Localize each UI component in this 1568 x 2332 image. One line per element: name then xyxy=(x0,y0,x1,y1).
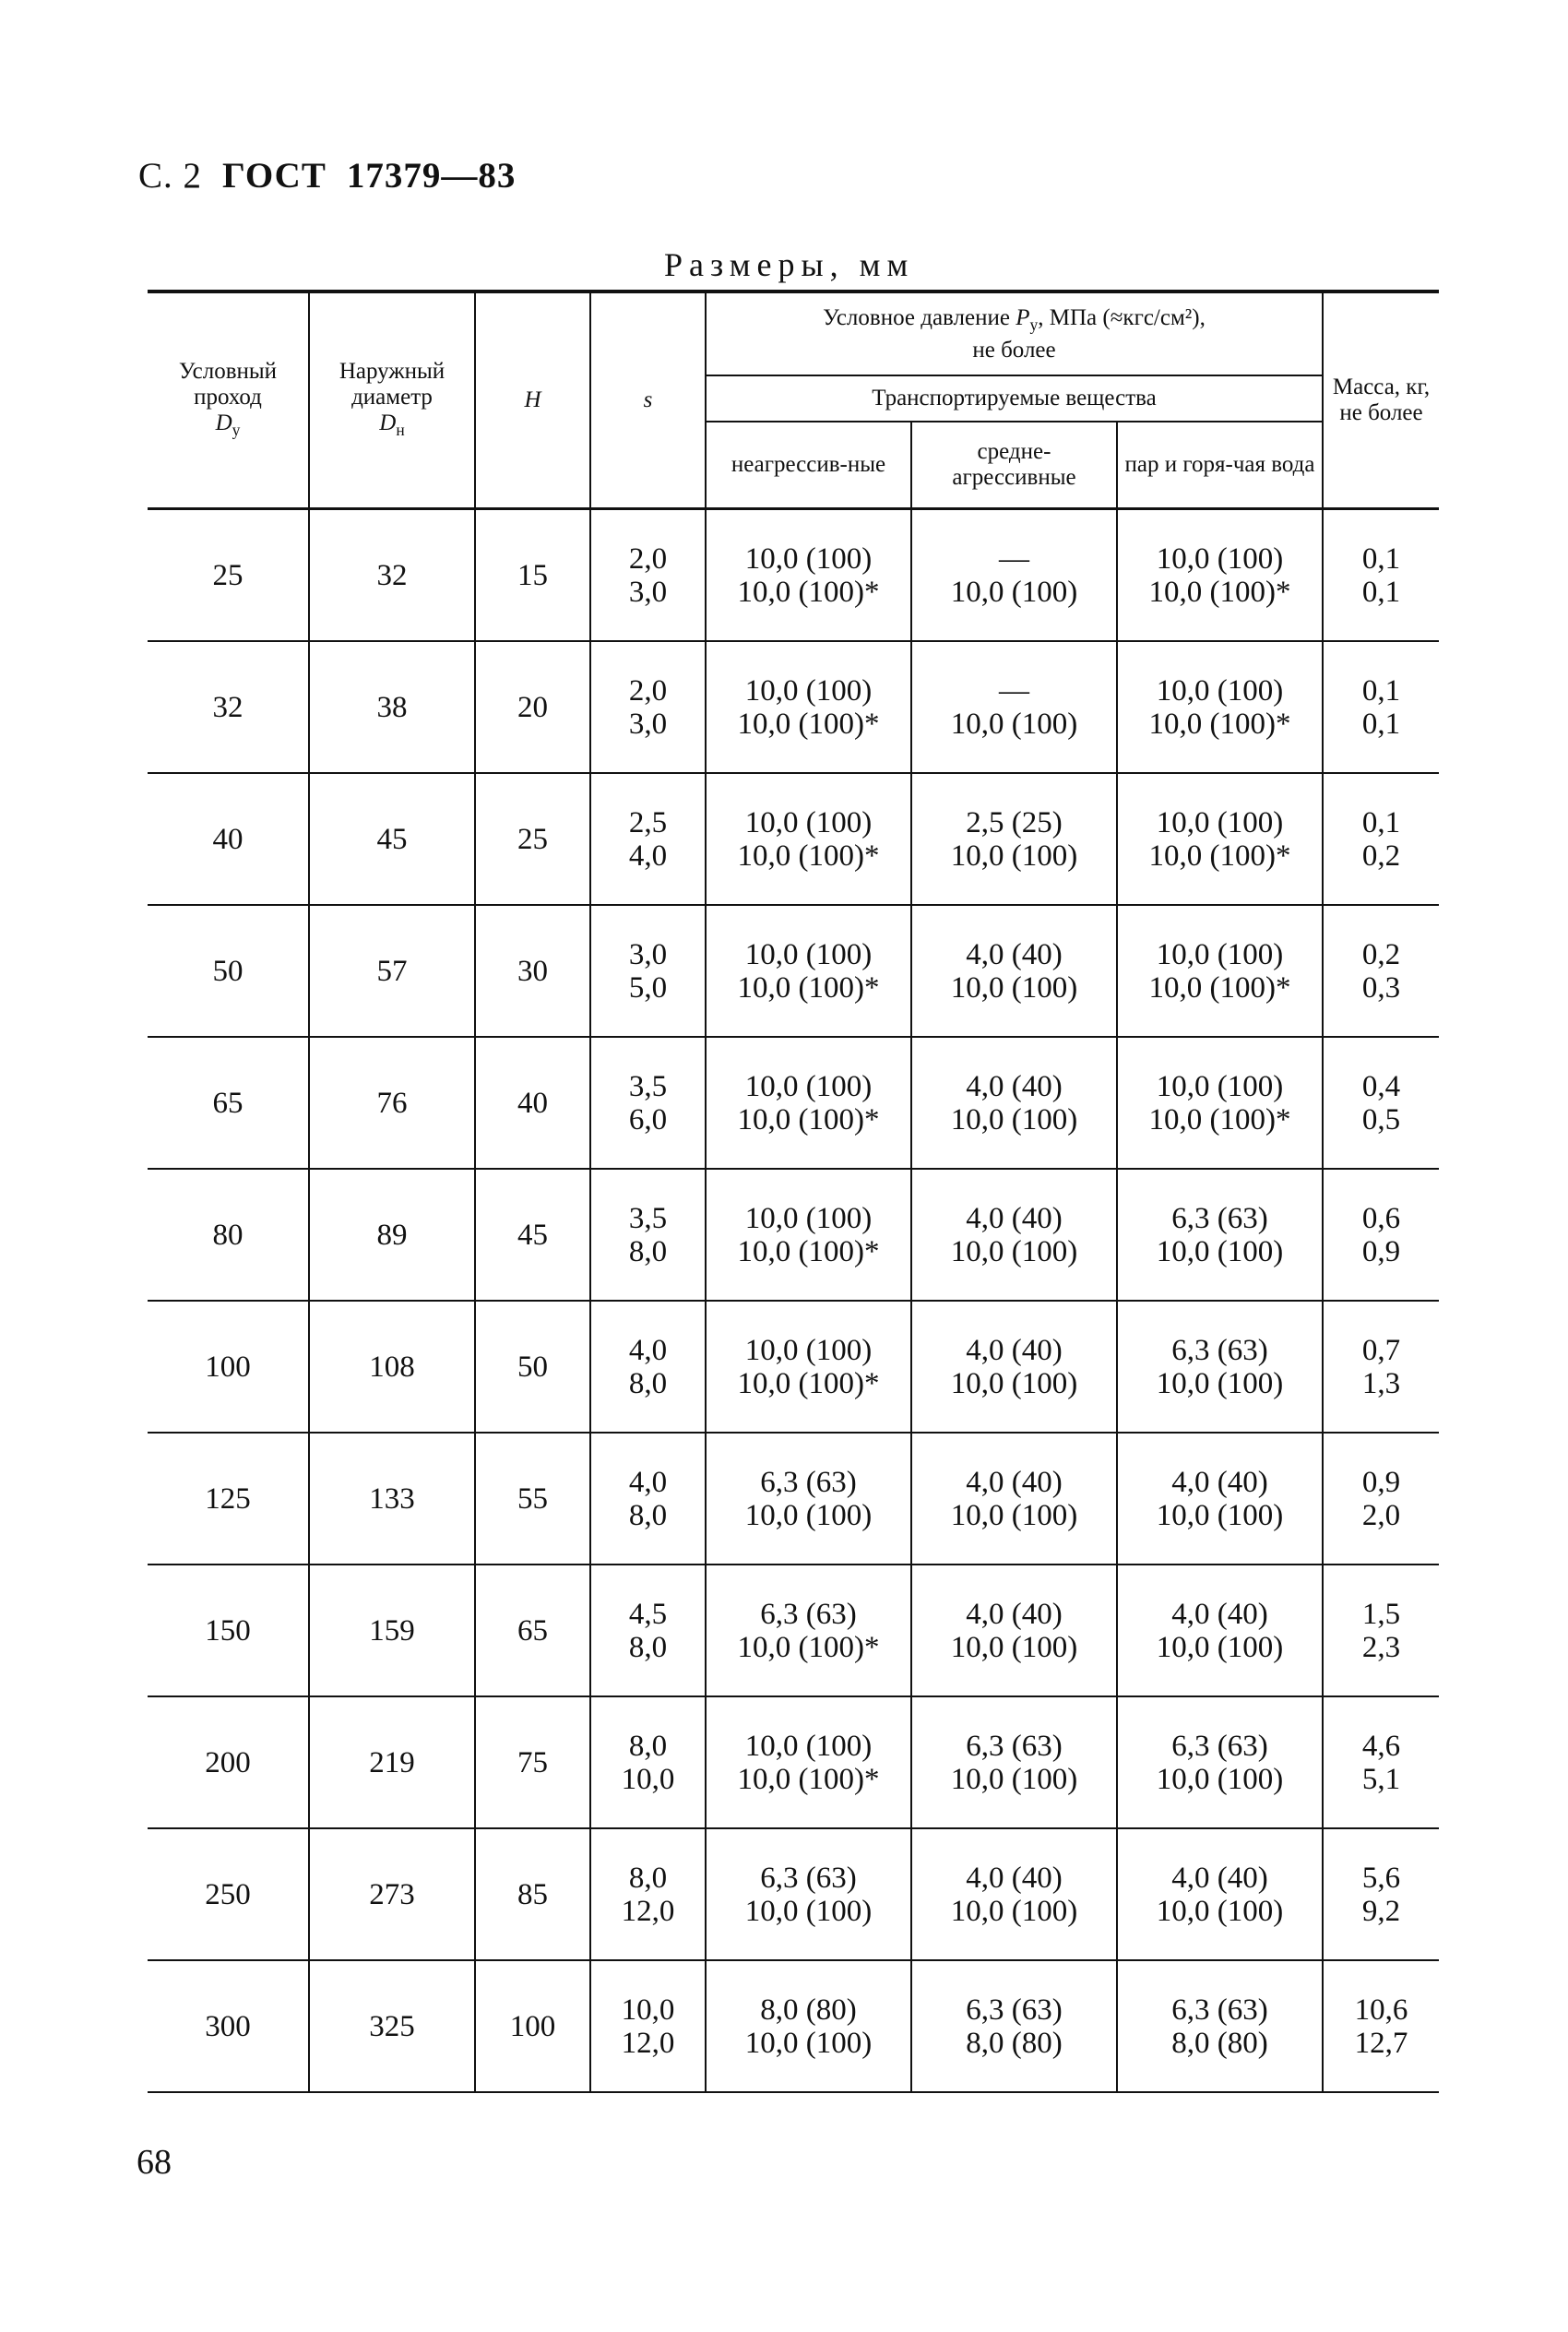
cell-wall-thickness-value: 10,0 xyxy=(621,1993,675,2027)
cell-non-aggressive xyxy=(706,1696,911,1828)
cell-steam-hot-water-value: 4,0 (40) xyxy=(1171,1597,1268,1631)
cell-steam-hot-water-value: 10,0 (100)* xyxy=(1148,1102,1291,1136)
cell-medium-aggressive xyxy=(911,1960,1117,2092)
cell-nominal-bore: 50 xyxy=(148,905,309,1037)
cell-steam-hot-water xyxy=(1117,1565,1323,1696)
cell-steam-hot-water-value: 10,0 (100)* xyxy=(1148,970,1291,1005)
cell-height: 85 xyxy=(475,1828,590,1960)
cell-steam-hot-water-value: 10,0 (100) xyxy=(1156,1630,1284,1664)
cell-mass-value: 0,6 xyxy=(1361,1201,1401,1235)
cell-wall-thickness-value: 12,0 xyxy=(621,1894,675,1928)
cell-steam-hot-water-value: 10,0 (100)* xyxy=(1148,575,1291,609)
dimensions-table xyxy=(148,290,1439,2093)
cell-wall-thickness xyxy=(590,1565,706,1696)
cell-height: 40 xyxy=(475,1037,590,1169)
cell-medium-aggressive xyxy=(911,1037,1117,1169)
cell-wall-thickness-value: 4,0 xyxy=(628,839,668,873)
cell-mass-value: 0,2 xyxy=(1361,839,1401,873)
cell-steam-hot-water-value: 8,0 (80) xyxy=(1171,2026,1268,2060)
cell-medium-aggressive-value: 10,0 (100) xyxy=(950,575,1078,609)
cell-non-aggressive xyxy=(706,1960,911,2092)
cell-non-aggressive-value: 10,0 (100) xyxy=(744,805,873,839)
cell-medium-aggressive-value: 10,0 (100) xyxy=(950,970,1078,1005)
cell-outer-diameter: 325 xyxy=(309,1960,475,2092)
cell-steam-hot-water xyxy=(1117,1696,1323,1828)
cell-wall-thickness xyxy=(590,1037,706,1169)
cell-wall-thickness-value: 8,0 xyxy=(628,1861,668,1895)
cell-non-aggressive-value: 10,0 (100) xyxy=(744,937,873,971)
cell-outer-diameter: 45 xyxy=(309,773,475,905)
cell-height: 25 xyxy=(475,773,590,905)
cell-mass-value: 5,6 xyxy=(1361,1861,1401,1895)
table-row xyxy=(148,1828,1439,1960)
cell-medium-aggressive xyxy=(911,1565,1117,1696)
header-height: H xyxy=(475,292,590,509)
cell-wall-thickness xyxy=(590,773,706,905)
cell-steam-hot-water-value: 4,0 (40) xyxy=(1171,1861,1268,1895)
cell-mass-value: 0,3 xyxy=(1361,970,1401,1005)
cell-non-aggressive xyxy=(706,509,911,642)
cell-non-aggressive-value: 10,0 (100) xyxy=(744,1498,873,1532)
cell-steam-hot-water-value: 10,0 (100) xyxy=(1156,1366,1284,1400)
cell-wall-thickness xyxy=(590,1301,706,1433)
cell-mass xyxy=(1323,509,1439,642)
cell-medium-aggressive-value: 10,0 (100) xyxy=(950,1234,1078,1268)
cell-height: 65 xyxy=(475,1565,590,1696)
cell-non-aggressive-value: 10,0 (100)* xyxy=(737,1234,880,1268)
cell-non-aggressive xyxy=(706,1565,911,1696)
cell-mass-value: 2,3 xyxy=(1361,1630,1401,1664)
header-steam-hot-water: пар и горя-чая вода xyxy=(1117,422,1323,509)
cell-outer-diameter: 273 xyxy=(309,1828,475,1960)
cell-outer-diameter: 32 xyxy=(309,509,475,642)
cell-mass-value: 0,4 xyxy=(1361,1069,1401,1103)
cell-mass-value: 12,7 xyxy=(1354,2026,1408,2060)
cell-mass xyxy=(1323,1433,1439,1565)
cell-steam-hot-water-value: 10,0 (100) xyxy=(1156,1894,1284,1928)
table-row xyxy=(148,773,1439,905)
cell-steam-hot-water-value: 10,0 (100) xyxy=(1156,1498,1284,1532)
cell-wall-thickness xyxy=(590,641,706,773)
cell-outer-diameter: 38 xyxy=(309,641,475,773)
table-row xyxy=(148,641,1439,773)
cell-mass xyxy=(1323,1565,1439,1696)
cell-medium-aggressive-value: 10,0 (100) xyxy=(950,1762,1078,1796)
cell-nominal-bore: 100 xyxy=(148,1301,309,1433)
header-mass: Масса, кг, не более xyxy=(1323,292,1439,509)
cell-wall-thickness-value: 8,0 xyxy=(628,1366,668,1400)
cell-medium-aggressive-value: 10,0 (100) xyxy=(950,1630,1078,1664)
cell-non-aggressive xyxy=(706,1828,911,1960)
cell-height: 20 xyxy=(475,641,590,773)
cell-mass-value: 5,1 xyxy=(1361,1762,1401,1796)
cell-steam-hot-water xyxy=(1117,1960,1323,2092)
cell-medium-aggressive xyxy=(911,641,1117,773)
cell-steam-hot-water-value: 10,0 (100) xyxy=(1156,673,1284,708)
cell-medium-aggressive xyxy=(911,1696,1117,1828)
cell-mass-value: 1,3 xyxy=(1361,1366,1401,1400)
cell-mass-value: 4,6 xyxy=(1361,1729,1401,1763)
cell-wall-thickness-value: 2,0 xyxy=(628,673,668,708)
cell-steam-hot-water-value: 10,0 (100)* xyxy=(1148,839,1291,873)
cell-mass-value: 0,1 xyxy=(1361,541,1401,576)
header-outer-diameter: Наружный диаметр $D_н$ xyxy=(309,292,475,509)
cell-height: 75 xyxy=(475,1696,590,1828)
cell-steam-hot-water-value: 10,0 (100) xyxy=(1156,1234,1284,1268)
cell-medium-aggressive-value: 4,0 (40) xyxy=(966,1465,1063,1499)
header-nominal-bore: Условный проход $D_у$ xyxy=(148,292,309,509)
cell-non-aggressive-value: 10,0 (100)* xyxy=(737,707,880,741)
cell-wall-thickness-value: 12,0 xyxy=(621,2026,675,2060)
cell-non-aggressive xyxy=(706,1037,911,1169)
standard-number: 17379—83 xyxy=(346,156,517,196)
cell-medium-aggressive xyxy=(911,1828,1117,1960)
table-body xyxy=(148,509,1439,2093)
table-row xyxy=(148,1169,1439,1301)
cell-medium-aggressive-value: 4,0 (40) xyxy=(966,1069,1063,1103)
cell-wall-thickness-value: 3,5 xyxy=(628,1069,668,1103)
cell-nominal-bore: 32 xyxy=(148,641,309,773)
cell-steam-hot-water xyxy=(1117,1433,1323,1565)
cell-wall-thickness xyxy=(590,509,706,642)
cell-height: 15 xyxy=(475,509,590,642)
cell-nominal-bore: 40 xyxy=(148,773,309,905)
cell-steam-hot-water-value: 4,0 (40) xyxy=(1171,1465,1268,1499)
cell-wall-thickness-value: 4,5 xyxy=(628,1597,668,1631)
header-medium-aggressive: средне-агрессивные xyxy=(911,422,1117,509)
standard-label: ГОСТ xyxy=(222,156,327,196)
cell-steam-hot-water-value: 10,0 (100) xyxy=(1156,541,1284,576)
cell-wall-thickness-value: 8,0 xyxy=(628,1234,668,1268)
cell-non-aggressive-value: 10,0 (100) xyxy=(744,1069,873,1103)
cell-nominal-bore: 200 xyxy=(148,1696,309,1828)
cell-medium-aggressive xyxy=(911,1169,1117,1301)
cell-wall-thickness-value: 3,0 xyxy=(628,937,668,971)
cell-non-aggressive-value: 10,0 (100) xyxy=(744,1729,873,1763)
cell-wall-thickness-value: 6,0 xyxy=(628,1102,668,1136)
cell-wall-thickness xyxy=(590,905,706,1037)
header-wall-thickness: s xyxy=(590,292,706,509)
cell-nominal-bore: 125 xyxy=(148,1433,309,1565)
cell-mass-value: 0,7 xyxy=(1361,1333,1401,1367)
cell-height: 100 xyxy=(475,1960,590,2092)
cell-wall-thickness-value: 2,0 xyxy=(628,541,668,576)
table-row xyxy=(148,905,1439,1037)
cell-medium-aggressive-value: 4,0 (40) xyxy=(966,1333,1063,1367)
cell-medium-aggressive-value: 10,0 (100) xyxy=(950,707,1078,741)
cell-medium-aggressive xyxy=(911,509,1117,642)
cell-medium-aggressive-value: 10,0 (100) xyxy=(950,1102,1078,1136)
table-caption: Размеры, мм xyxy=(664,246,915,283)
cell-nominal-bore: 25 xyxy=(148,509,309,642)
page-number: 68 xyxy=(137,2143,172,2182)
cell-mass-value: 1,5 xyxy=(1361,1597,1401,1631)
cell-non-aggressive xyxy=(706,1301,911,1433)
cell-non-aggressive-value: 10,0 (100)* xyxy=(737,1102,880,1136)
table-row xyxy=(148,1960,1439,2092)
cell-non-aggressive-value: 10,0 (100)* xyxy=(737,1366,880,1400)
cell-medium-aggressive-value: 4,0 (40) xyxy=(966,1597,1063,1631)
cell-medium-aggressive xyxy=(911,773,1117,905)
cell-nominal-bore: 80 xyxy=(148,1169,309,1301)
cell-mass xyxy=(1323,1696,1439,1828)
cell-wall-thickness-value: 8,0 xyxy=(628,1498,668,1532)
cell-wall-thickness-value: 8,0 xyxy=(628,1630,668,1664)
cell-non-aggressive-value: 10,0 (100) xyxy=(744,1201,873,1235)
page-prefix: С. 2 xyxy=(138,156,203,196)
cell-non-aggressive-value: 10,0 (100)* xyxy=(737,1762,880,1796)
cell-medium-aggressive xyxy=(911,1301,1117,1433)
cell-wall-thickness-value: 8,0 xyxy=(628,1729,668,1763)
cell-nominal-bore: 150 xyxy=(148,1565,309,1696)
cell-steam-hot-water xyxy=(1117,1828,1323,1960)
cell-steam-hot-water-value: 6,3 (63) xyxy=(1171,1993,1268,2027)
cell-steam-hot-water xyxy=(1117,641,1323,773)
table-row xyxy=(148,1565,1439,1696)
header-transported-substances: Транспортируемые вещества xyxy=(706,375,1323,422)
table-row xyxy=(148,509,1439,642)
cell-mass-value: 10,6 xyxy=(1354,1993,1408,2027)
header-nominal-pressure: Условное давление $P_у$, МПа (≈кгс/см²), не более xyxy=(706,292,1323,375)
cell-height: 30 xyxy=(475,905,590,1037)
cell-steam-hot-water xyxy=(1117,509,1323,642)
cell-non-aggressive-value: 10,0 (100)* xyxy=(737,575,880,609)
cell-steam-hot-water xyxy=(1117,1037,1323,1169)
cell-outer-diameter: 219 xyxy=(309,1696,475,1828)
cell-steam-hot-water-value: 6,3 (63) xyxy=(1171,1201,1268,1235)
cell-non-aggressive xyxy=(706,905,911,1037)
cell-mass xyxy=(1323,1301,1439,1433)
cell-non-aggressive xyxy=(706,641,911,773)
cell-wall-thickness xyxy=(590,1828,706,1960)
cell-steam-hot-water-value: 10,0 (100) xyxy=(1156,1069,1284,1103)
cell-medium-aggressive-value: 10,0 (100) xyxy=(950,1366,1078,1400)
cell-mass-value: 0,1 xyxy=(1361,805,1401,839)
cell-nominal-bore: 65 xyxy=(148,1037,309,1169)
cell-non-aggressive xyxy=(706,1433,911,1565)
cell-nominal-bore: 300 xyxy=(205,2009,251,2043)
cell-mass-value: 0,2 xyxy=(1361,937,1401,971)
cell-mass-value: 0,5 xyxy=(1361,1102,1401,1136)
cell-wall-thickness xyxy=(590,1433,706,1565)
cell-mass xyxy=(1323,1828,1439,1960)
cell-non-aggressive-value: 6,3 (63) xyxy=(760,1597,857,1631)
cell-medium-aggressive xyxy=(911,905,1117,1037)
cell-non-aggressive-value: 10,0 (100) xyxy=(744,1333,873,1367)
cell-wall-thickness-value: 3,5 xyxy=(628,1201,668,1235)
cell-steam-hot-water-value: 10,0 (100) xyxy=(1156,1762,1284,1796)
cell-non-aggressive-value: 10,0 (100)* xyxy=(737,1630,880,1664)
cell-outer-diameter: 133 xyxy=(309,1433,475,1565)
cell-wall-thickness xyxy=(590,1960,706,2092)
cell-outer-diameter: 57 xyxy=(309,905,475,1037)
cell-non-aggressive-value: 10,0 (100) xyxy=(744,541,873,576)
cell-medium-aggressive-value: 10,0 (100) xyxy=(950,1894,1078,1928)
cell-non-aggressive-value: 10,0 (100)* xyxy=(737,839,880,873)
cell-steam-hot-water-value: 10,0 (100) xyxy=(1156,937,1284,971)
cell-steam-hot-water-value: 10,0 (100)* xyxy=(1148,707,1291,741)
cell-mass xyxy=(1323,641,1439,773)
cell-outer-diameter: 159 xyxy=(309,1565,475,1696)
cell-wall-thickness-value: 3,0 xyxy=(628,707,668,741)
table-row xyxy=(148,1301,1439,1433)
cell-wall-thickness xyxy=(590,1169,706,1301)
cell-wall-thickness-value: 10,0 xyxy=(621,1762,675,1796)
cell-mass-value: 0,9 xyxy=(1361,1234,1401,1268)
cell-medium-aggressive-value: 8,0 (80) xyxy=(966,2026,1063,2060)
cell-wall-thickness-value: 4,0 xyxy=(628,1333,668,1367)
cell-mass xyxy=(1323,773,1439,905)
cell-mass xyxy=(1323,1169,1439,1301)
cell-non-aggressive-value: 10,0 (100)* xyxy=(737,970,880,1005)
cell-mass-value: 0,9 xyxy=(1361,1465,1401,1499)
cell-mass-value: 0,1 xyxy=(1361,707,1401,741)
cell-non-aggressive-value: 8,0 (80) xyxy=(760,1993,857,2027)
cell-medium-aggressive-value: — xyxy=(999,673,1029,708)
cell-medium-aggressive-value: 4,0 (40) xyxy=(966,1201,1063,1235)
cell-steam-hot-water xyxy=(1117,1169,1323,1301)
cell-mass-value: 2,0 xyxy=(1361,1498,1401,1532)
cell-outer-diameter: 76 xyxy=(309,1037,475,1169)
cell-non-aggressive-value: 6,3 (63) xyxy=(760,1465,857,1499)
cell-medium-aggressive-value: 10,0 (100) xyxy=(950,839,1078,873)
cell-mass-value: 9,2 xyxy=(1361,1894,1401,1928)
cell-non-aggressive xyxy=(706,1169,911,1301)
cell-wall-thickness-value: 4,0 xyxy=(628,1465,668,1499)
cell-steam-hot-water xyxy=(1117,773,1323,905)
cell-non-aggressive xyxy=(706,773,911,905)
cell-medium-aggressive-value: 4,0 (40) xyxy=(966,937,1063,971)
cell-medium-aggressive-value: 6,3 (63) xyxy=(966,1993,1063,2027)
cell-height: 50 xyxy=(475,1301,590,1433)
cell-outer-diameter: 89 xyxy=(309,1169,475,1301)
cell-mass xyxy=(1323,1037,1439,1169)
cell-height: 45 xyxy=(475,1169,590,1301)
cell-nominal-bore: 250 xyxy=(148,1828,309,1960)
cell-medium-aggressive-value: — xyxy=(999,541,1029,576)
cell-wall-thickness-value: 5,0 xyxy=(628,970,668,1005)
cell-steam-hot-water xyxy=(1117,905,1323,1037)
table-row xyxy=(148,1037,1439,1169)
cell-outer-diameter: 108 xyxy=(309,1301,475,1433)
page-header xyxy=(138,155,516,196)
cell-steam-hot-water xyxy=(1117,1301,1323,1433)
table-row xyxy=(148,1696,1439,1828)
cell-mass-value: 0,1 xyxy=(1361,673,1401,708)
cell-wall-thickness xyxy=(590,1696,706,1828)
header-non-aggressive: неагрессив-ные xyxy=(706,422,911,509)
cell-non-aggressive-value: 6,3 (63) xyxy=(760,1861,857,1895)
cell-mass xyxy=(1323,905,1439,1037)
cell-non-aggressive-value: 10,0 (100) xyxy=(744,1894,873,1928)
cell-wall-thickness-value: 3,0 xyxy=(628,575,668,609)
cell-medium-aggressive-value: 10,0 (100) xyxy=(950,1498,1078,1532)
table-row xyxy=(148,1433,1439,1565)
cell-mass-value: 0,1 xyxy=(1361,575,1401,609)
cell-mass xyxy=(1323,1960,1439,2092)
cell-height: 55 xyxy=(475,1433,590,1565)
cell-medium-aggressive-value: 4,0 (40) xyxy=(966,1861,1063,1895)
cell-steam-hot-water-value: 6,3 (63) xyxy=(1171,1333,1268,1367)
cell-steam-hot-water-value: 6,3 (63) xyxy=(1171,1729,1268,1763)
cell-non-aggressive-value: 10,0 (100) xyxy=(744,2026,873,2060)
cell-wall-thickness-value: 2,5 xyxy=(628,805,668,839)
cell-medium-aggressive-value: 2,5 (25) xyxy=(966,805,1063,839)
cell-medium-aggressive xyxy=(911,1433,1117,1565)
cell-medium-aggressive-value: 6,3 (63) xyxy=(966,1729,1063,1763)
cell-non-aggressive-value: 10,0 (100) xyxy=(744,673,873,708)
cell-steam-hot-water-value: 10,0 (100) xyxy=(1156,805,1284,839)
